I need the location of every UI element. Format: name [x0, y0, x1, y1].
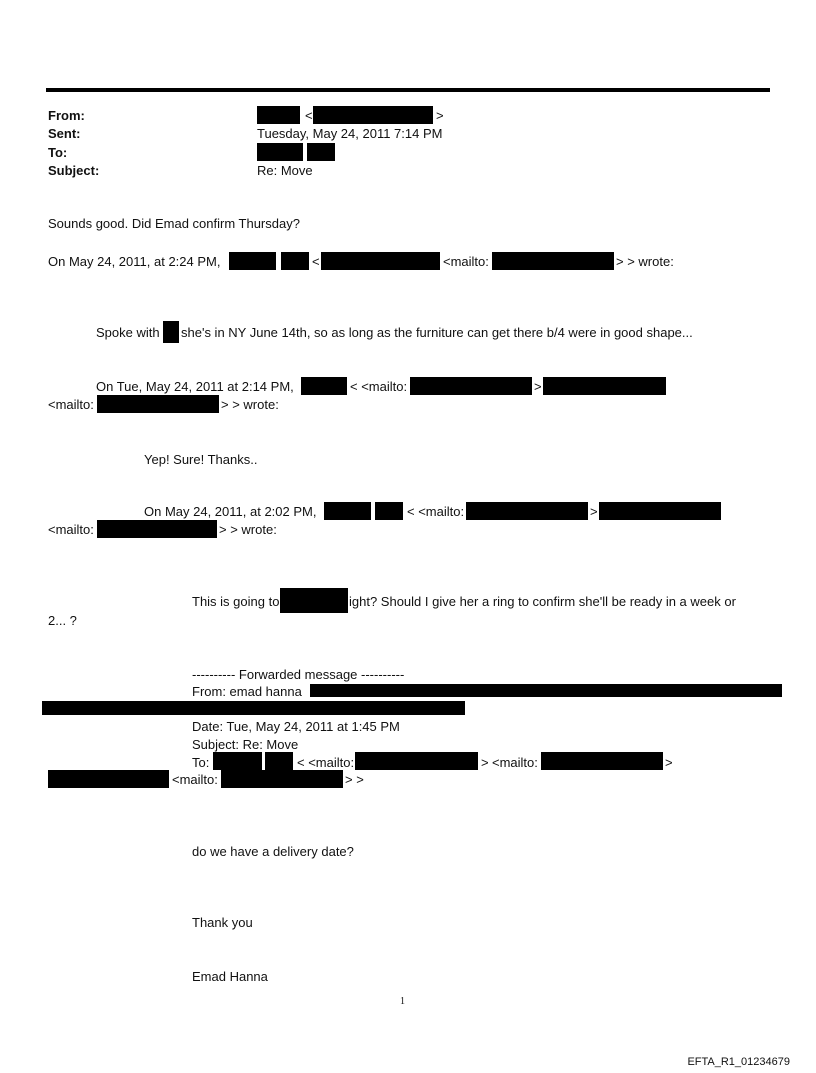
forwarded-to-gt2: >: [665, 755, 673, 770]
going-text-c: 2... ?: [48, 613, 77, 628]
from-gt: >: [436, 108, 444, 123]
quote2-mailto2: <mailto:: [48, 397, 94, 412]
signature-text: Emad Hanna: [192, 969, 268, 984]
redaction: [324, 502, 371, 520]
redaction: [280, 588, 348, 613]
subject-label: Subject:: [48, 163, 100, 178]
forwarded-to-mailto2: <mailto:: [492, 755, 538, 770]
quote3-mailto2: <mailto:: [48, 522, 94, 537]
redaction: [229, 252, 276, 270]
redaction: [48, 770, 169, 788]
thanks-text: Thank you: [192, 915, 253, 930]
to-label: To:: [48, 145, 68, 160]
redaction: [310, 684, 782, 697]
redaction: [221, 770, 343, 788]
forwarded-date: Date: Tue, May 24, 2011 at 1:45 PM: [192, 719, 400, 734]
redaction: [281, 252, 309, 270]
forwarded-to-mailto: < <mailto:: [297, 755, 355, 770]
redaction: [163, 321, 179, 343]
quote1-wrote: > > wrote:: [616, 254, 674, 269]
subject-value: Re: Move: [257, 163, 313, 178]
going-text-a: This is going to: [192, 594, 280, 609]
redaction: [42, 701, 465, 715]
redaction: [313, 106, 433, 124]
quote2-wrote: > > wrote:: [221, 397, 279, 412]
header-rule: [46, 88, 770, 92]
forwarded-to-gt: >: [481, 755, 489, 770]
redaction: [410, 377, 532, 395]
sent-value: Tuesday, May 24, 2011 7:14 PM: [257, 126, 443, 141]
redaction: [301, 377, 347, 395]
redaction: [307, 143, 335, 161]
forwarded-to: To:: [192, 755, 210, 770]
quote3-gt: >: [590, 504, 598, 519]
quote3-mailto: < <mailto:: [407, 504, 465, 519]
redaction: [257, 143, 303, 161]
quote1-intro: On May 24, 2011, at 2:24 PM,: [48, 254, 221, 269]
forwarded-divider: ---------- Forwarded message ----------: [192, 667, 405, 682]
redaction: [543, 377, 666, 395]
reply-text: Sounds good. Did Emad confirm Thursday?: [48, 216, 300, 231]
spoke-text-a: Spoke with: [96, 325, 160, 340]
redaction: [466, 502, 588, 520]
quote1-lt: <: [312, 254, 320, 269]
redaction: [541, 752, 663, 770]
spoke-text-b: she's in NY June 14th, so as long as the furniture can get there b/4 were in good shape...: [181, 325, 693, 340]
redaction: [321, 252, 440, 270]
forwarded-cc-end: > >: [345, 772, 364, 787]
sent-label: Sent:: [48, 126, 81, 141]
redaction: [265, 752, 293, 770]
yep-text: Yep! Sure! Thanks..: [144, 452, 258, 467]
delivery-text: do we have a delivery date?: [192, 844, 354, 859]
forwarded-cc-mailto: <mailto:: [172, 772, 218, 787]
from-lt: <: [305, 108, 313, 123]
forwarded-from: From: emad hanna: [192, 684, 302, 699]
redaction: [492, 252, 614, 270]
redaction: [97, 520, 217, 538]
quote3-intro: On May 24, 2011, at 2:02 PM,: [144, 504, 317, 519]
redaction: [257, 106, 300, 124]
redaction: [213, 752, 262, 770]
redaction: [97, 395, 219, 413]
quote2-gt: >: [534, 379, 542, 394]
redaction: [355, 752, 478, 770]
quote1-mailto: <mailto:: [443, 254, 489, 269]
page-number: 1: [400, 996, 405, 1007]
forwarded-subject: Subject: Re: Move: [192, 737, 299, 752]
redaction: [599, 502, 721, 520]
from-label: From:: [48, 108, 85, 123]
quote2-mailto: < <mailto:: [350, 379, 408, 394]
quote3-wrote: > > wrote:: [219, 522, 277, 537]
going-text-b: ight? Should I give her a ring to confirm she'll be ready in a week or: [349, 594, 736, 609]
document-id: EFTA_R1_01234679: [687, 1056, 790, 1068]
redaction: [375, 502, 403, 520]
quote2-intro: On Tue, May 24, 2011 at 2:14 PM,: [96, 379, 294, 394]
